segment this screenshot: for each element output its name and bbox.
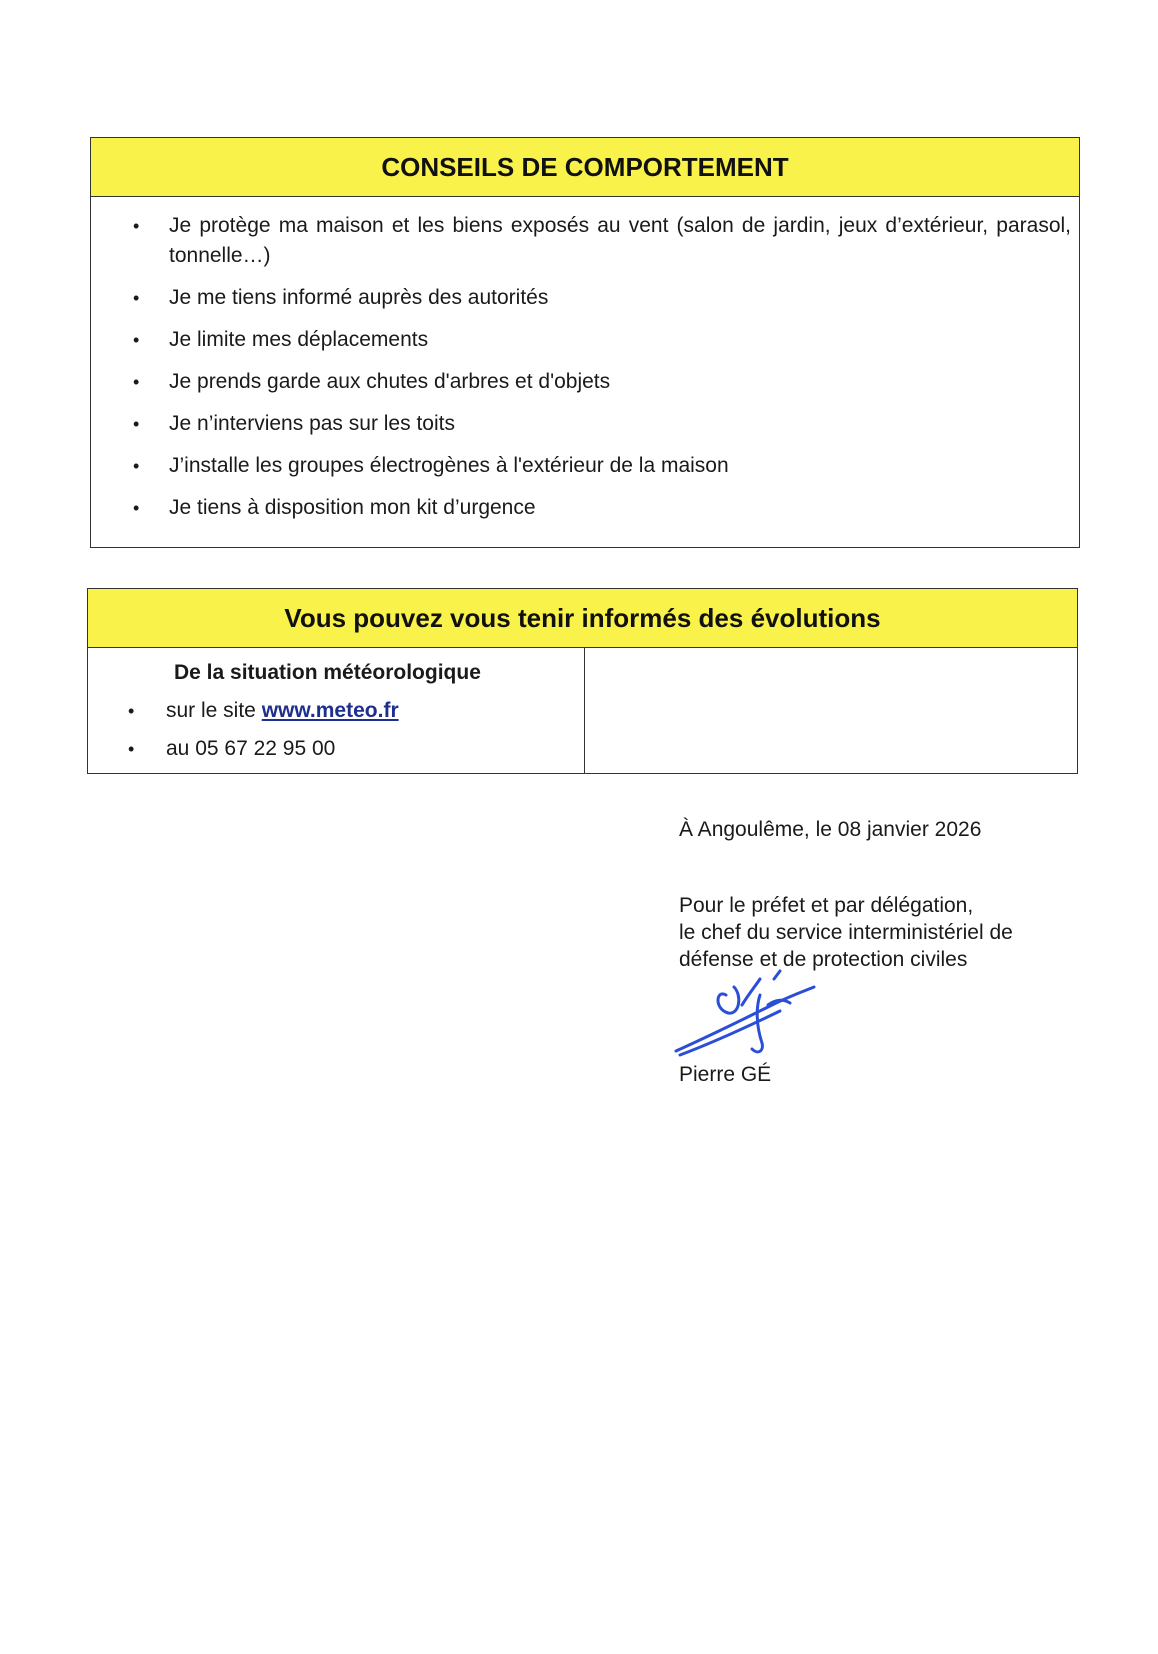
- conseils-list: [91, 197, 1079, 523]
- signature-line: Pour le préfet et par délégation,: [679, 894, 974, 917]
- informations-title: Vous pouvez vous tenir informés des évolutions: [88, 589, 1077, 648]
- bullet-icon: •: [133, 216, 140, 236]
- meteo-heading: De la situation météorologique: [174, 661, 481, 684]
- empty-column: [585, 648, 1077, 773]
- signer-name: Pierre GÉ: [679, 1063, 772, 1086]
- list-item: • Je protège ma maison et les biens exposés au vent (salon de jardin, jeux d’extérieur, parasol, tonnelle…): [91, 211, 1071, 271]
- meteo-list: [88, 696, 584, 764]
- bullet-icon: •: [133, 456, 140, 476]
- meteo-link[interactable]: www.meteo.fr: [261, 699, 399, 722]
- list-item: [88, 734, 584, 764]
- bullet-icon: •: [128, 701, 135, 721]
- place-date: À Angoulême, le 08 janvier 2026: [679, 818, 982, 841]
- signature-line: défense et de protection civiles: [679, 948, 968, 971]
- bullet-icon: •: [128, 739, 135, 759]
- list-item: • Je n’interviens pas sur les toits: [91, 409, 1071, 439]
- bullet-icon: •: [133, 372, 140, 392]
- handwritten-signature-icon: [672, 965, 822, 1060]
- list-item: • Je me tiens informé auprès des autorités: [91, 283, 1071, 313]
- bullet-icon: •: [133, 498, 140, 518]
- meteo-phone: au 05 67 22 95 00: [166, 737, 336, 760]
- informations-box: [87, 588, 1078, 774]
- conseils-box: [90, 137, 1080, 548]
- bullet-icon: •: [133, 288, 140, 308]
- signature-line: le chef du service interministériel de: [679, 921, 1013, 944]
- list-item: • J’installe les groupes électrogènes à l'extérieur de la maison: [91, 451, 1071, 481]
- list-item: • Je tiens à disposition mon kit d’urgence: [91, 493, 1071, 523]
- bullet-icon: •: [133, 330, 140, 350]
- list-item: [88, 696, 584, 726]
- meteo-column: [88, 648, 585, 773]
- signature-title-block: [679, 892, 1013, 973]
- site-prefix: sur le site: [166, 699, 262, 722]
- list-item: • Je prends garde aux chutes d'arbres et d'objets: [91, 367, 1071, 397]
- list-item: • Je limite mes déplacements: [91, 325, 1071, 355]
- informations-columns: [88, 648, 1077, 773]
- bullet-icon: •: [133, 414, 140, 434]
- conseils-title: CONSEILS DE COMPORTEMENT: [91, 138, 1079, 197]
